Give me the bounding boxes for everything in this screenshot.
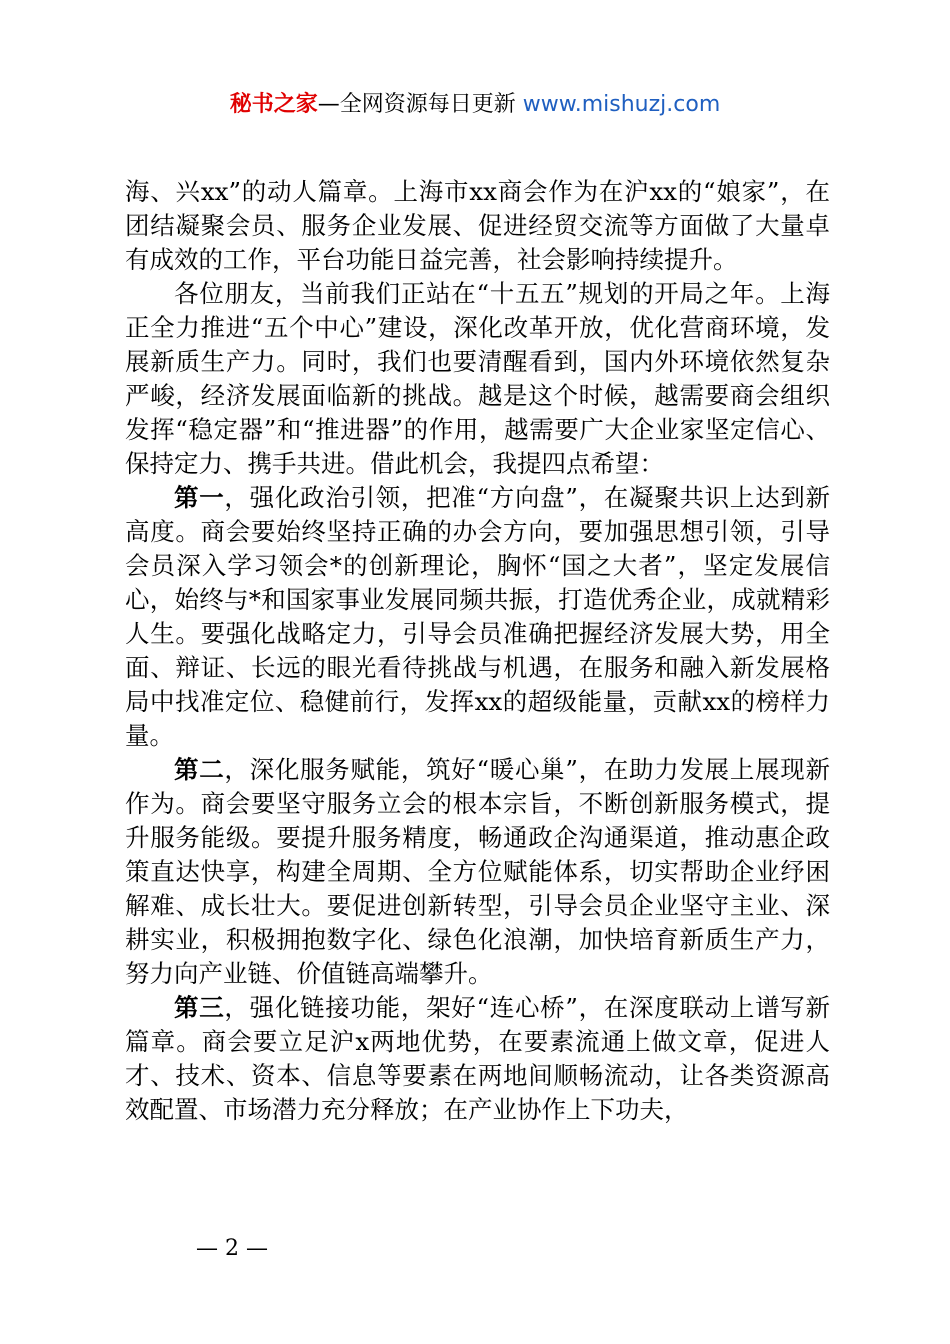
paragraph-lead: 第三	[174, 993, 225, 1022]
site-banner	[0, 88, 950, 122]
banner-tagline: —全网资源每日更新	[317, 92, 523, 117]
paragraph-lead: 第一	[174, 483, 225, 512]
paragraph-lead: 第二	[174, 755, 225, 784]
paragraph-text: ，强化链接功能，架好“连心桥”，在深度联动上谱写新篇章。商会要立足沪x两地优势，在要素流通上做文章，促进人才、技术、资本、信息等要素在两地间顺畅流动，让各类资源高效配置、市场潜力充分释放；在产业协作上下功夫，	[125, 993, 830, 1124]
paragraph-context	[125, 277, 830, 481]
site-url-link[interactable]: www.mishuzj.com	[522, 92, 721, 117]
paragraph-second-hope	[125, 753, 830, 991]
paragraph-first-hope	[125, 481, 830, 753]
page-number: — 2 —	[196, 1236, 268, 1261]
paragraph-text: ，强化政治引领，把准“方向盘”，在凝聚共识上达到新高度。商会要始终坚持正确的办会方向，要加强思想引领，引导会员深入学习领会*的创新理论，胸怀“国之大者”，坚定发展信心，始终与*和国家事业发展同频共振，打造优秀企业，成就精彩人生。要强化战略定力，引导会员准确把握经济发展大势，用全面、辩证、长远的眼光看待挑战与机遇，在服务和融入新发展格局中找准定位、稳健前行，发挥xx的超级能量，贡献xx的榜样力量。	[125, 483, 830, 750]
paragraph-text: ，深化服务赋能，筑好“暖心巢”，在助力发展上展现新作为。商会要坚守服务立会的根本宗旨，不断创新服务模式，提升服务能级。要提升服务精度，畅通政企沟通渠道，推动惠企政策直达快享，构建全周期、全方位赋能体系，切实帮助企业纾困解难、成长壮大。要促进创新转型，引导会员企业坚守主业、深耕实业，积极拥抱数字化、绿色化浪潮，加快培育新质生产力，努力向产业链、价值链高端攀升。	[125, 755, 830, 988]
document-body	[125, 175, 830, 1127]
paragraph-text: 海、兴xx”的动人篇章。上海市xx商会作为在沪xx的“娘家”，在团结凝聚会员、服务企业发展、促进经贸交流等方面做了大量卓有成效的工作，平台功能日益完善，社会影响持续提升。	[125, 177, 830, 274]
paragraph-continuation	[125, 175, 830, 277]
brand-name: 秘书之家	[229, 92, 318, 117]
paragraph-third-hope	[125, 991, 830, 1127]
paragraph-text: 各位朋友，当前我们正站在“十五五”规划的开局之年。上海正全力推进“五个中心”建设，深化改革开放，优化营商环境，发展新质生产力。同时，我们也要清醒看到，国内外环境依然复杂严峻，经济发展面临新的挑战。越是这个时候，越需要商会组织发挥“稳定器”和“推进器”的作用，越需要广大企业家坚定信心、保持定力、携手共进。借此机会，我提四点希望：	[125, 279, 830, 478]
